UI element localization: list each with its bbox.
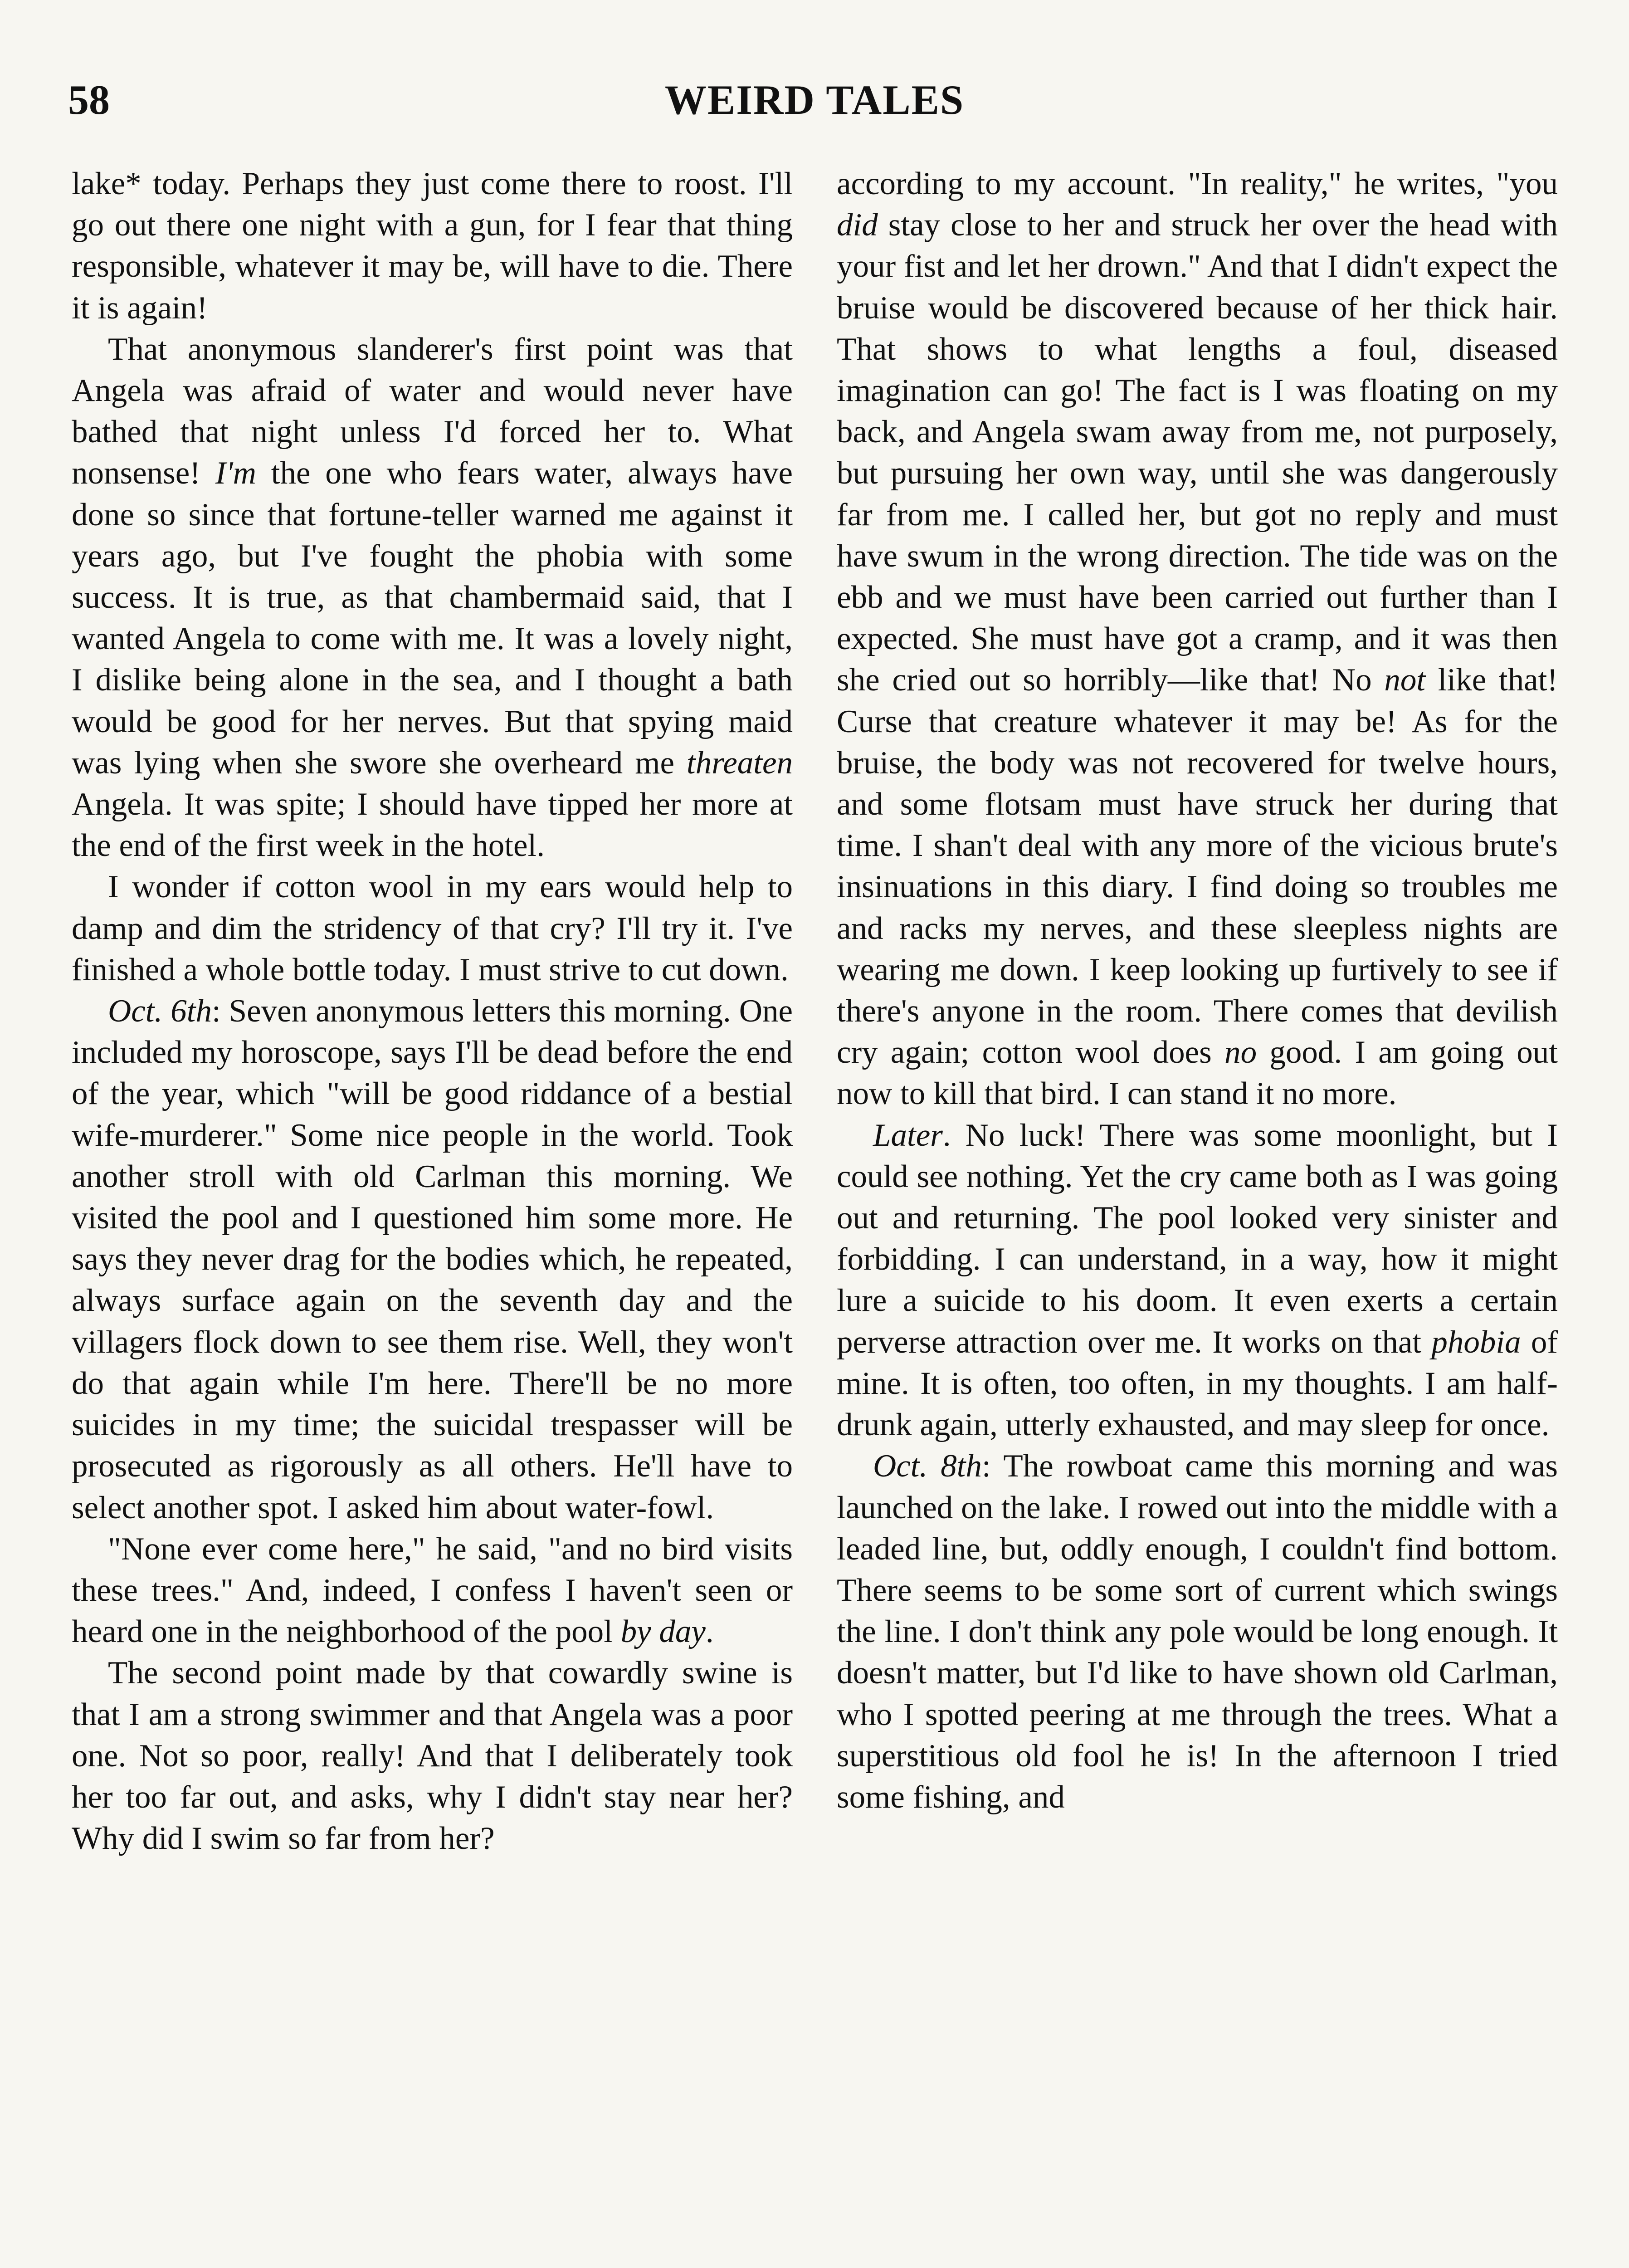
italic-text: Later <box>873 1117 943 1153</box>
paragraph <box>837 163 1558 1115</box>
italic-text: by day <box>620 1614 706 1650</box>
paragraph <box>72 163 793 329</box>
italic-text: I'm <box>215 455 256 491</box>
italic-text: no <box>1224 1035 1257 1070</box>
text-run: : The rowboat came this morning and was launched on the lake. I rowed out into the middle with a leaded line, but, oddly enough, I couldn't find bottom. There seems to be some sort of current which swings the line. I don't think any pole would be long enough. It doesn't matter, but I'd like to have shown old Carlman, who I spotted peering at me through the trees. What a superstitious old fool he is! In the afternoon I tried some fishing, and <box>837 1448 1558 1815</box>
text-run: the one who fears water, always have done so since that fortune-teller warned me against it years ago, but I've fought the phobia with some success. It is true, as that chambermaid said, that I wanted Angela to come with me. It was a lovely night, I dislike being alone in the sea, and I thought a bath would be good for her nerves. But that spying maid was lying when she swore she overheard me <box>72 455 793 781</box>
running-title: WEIRD TALES <box>664 77 965 123</box>
paragraph <box>72 991 793 1529</box>
italic-text: threaten <box>687 745 793 781</box>
left-column <box>72 163 793 2268</box>
text-run: . No luck! There was some moonlight, but I could see nothing. Yet the cry came both as I was going out and returning. The pool looked very sinister and forbidding. I can understand, in a way, how it might lure a suicide to his doom. It even exerts a certain perverse attraction over me. It works on that <box>837 1117 1558 1360</box>
text-run: Angela. It was spite; I should have tipped her more at the end of the first week in the hotel. <box>72 787 793 864</box>
text-run: stay close to her and struck her over the head with your fist and let her drown." And that I didn't expect the bruise would be discovered because of her thick hair. That shows to what lengths a foul, diseased imagination can go! The fact is I was floating on my back, and Angela swam away from me, not purposely, but pursuing her own way, until she was dangerously far from me. I called her, but got no reply and must have swum in the wrong direction. The tide was on the ebb and we must have been carried out further than I expected. She must have got a cramp, and it was then she cried out so horribly—like that! No <box>837 207 1558 698</box>
text-run: I wonder if cotton wool in my ears would help to damp and dim the stridency of that cry? I'll try it. I've finished a whole bottle today. I must strive to cut down. <box>72 869 793 987</box>
italic-text: Oct. 6th <box>108 993 212 1029</box>
text-run: good. I am going out now to kill that bird. I can stand it no more. <box>837 1035 1558 1112</box>
italic-text: not <box>1384 662 1426 698</box>
paragraph <box>72 329 793 867</box>
text-run: like that! Curse that creature whatever it may be! As for the bruise, the body was not recovered for twelve hours, and some flotsam must have struck her during that time. I shan't deal with any more of the vicious brute's insinuations in this diary. I find doing so troubles me and racks my nerves, and these sleepless nights are wearing me down. I keep looking up furtively to see if there's anyone in the room. There comes that devilish cry again; cotton wool does <box>837 662 1558 1070</box>
text-run: That anonymous slanderer's first point was that Angela was afraid of water and would never have bathed that night unless I'd forced her to. What nonsense! <box>72 331 793 491</box>
italic-text: phobia <box>1431 1324 1521 1360</box>
right-column <box>837 163 1558 2268</box>
italic-text: Oct. 8th <box>873 1448 982 1484</box>
text-run: : Seven anonymous letters this morning. One included my horoscope, says I'll be dead before the end of the year, which "will be good riddance of a bestial wife-murderer." Some nice people in the world. Took another stroll with old Carlman this morning. We visited the pool and I questioned him some more. He says they never drag for the bodies which, he repeated, always surface again on the seventh day and the villagers flock down to see them rise. Well, they won't do that again while I'm here. There'll be no more suicides in my time; the suicidal trespasser will be prosecuted as rigorously as all others. He'll have to select another spot. I asked him about water-fowl. <box>72 993 793 1525</box>
paragraph <box>72 1529 793 1653</box>
text-run: "None ever come here," he said, "and no bird visits these trees." And, indeed, I confess I haven't seen or heard one in the neighborhood of the pool <box>72 1531 793 1650</box>
text-run: . <box>705 1614 714 1650</box>
page-header <box>68 75 1561 125</box>
text-run: The second point made by that cowardly swine is that I am a strong swimmer and that Angela was a poor one. Not so poor, really! And that I deliberately took her too far out, and asks, why I didn't stay near her? Why did I swim so far from her? <box>72 1655 793 1857</box>
paragraph <box>837 1446 1558 1818</box>
text-run: according to my account. "In reality," he writes, "you <box>837 166 1558 201</box>
text-run: of mine. It is often, too often, in my thoughts. I am half-drunk again, utterly exhausted, and may sleep for once. <box>837 1324 1558 1443</box>
paragraph <box>837 1115 1558 1446</box>
text-run: lake* today. Perhaps they just come there to roost. I'll go out there one night with a gun, for I fear that thing responsible, whatever it may be, will have to die. There it is again! <box>72 166 793 326</box>
page-number: 58 <box>68 77 110 123</box>
paragraph <box>72 1652 793 1859</box>
italic-text: did <box>837 207 878 243</box>
paragraph <box>72 866 793 991</box>
